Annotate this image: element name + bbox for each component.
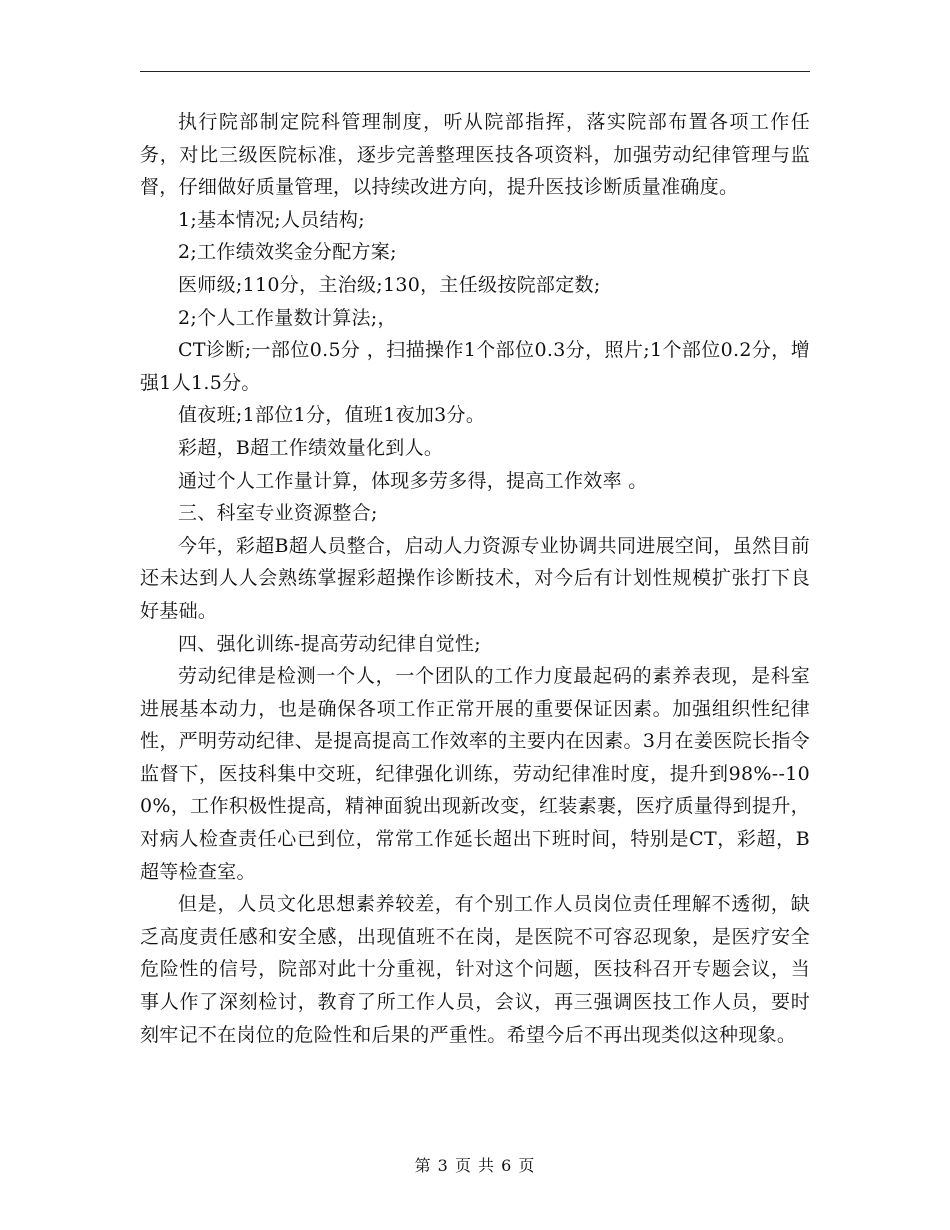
- paragraph: CT诊断;一部位0.5分 ，扫描操作1个部位0.3分，照片;1个部位0.2分，增强1人1.5分。: [140, 339, 810, 394]
- paragraph: 今年，彩超B超人员整合，启动人力资源专业协调共同进展空间，虽然目前还未达到人人会熟练掌握彩超操作诊断技术，对今后有计划性规模扩张打下良好基础。: [140, 534, 810, 622]
- paragraph: 1;基本情况;人员结构;: [178, 208, 365, 231]
- paragraph: 2;个人工作量数计算法;，: [178, 306, 397, 329]
- paragraph: 值夜班;1部位1分，值班1夜加3分。: [178, 404, 486, 427]
- page-number: 第 3 页 共 6 页: [414, 1156, 536, 1175]
- section-heading: 三、科室专业资源整合;: [178, 502, 378, 525]
- paragraph: 执行院部制定院科管理制度，听从院部指挥，落实院部布置各项工作任务，对比三级医院标准，逐步完善整理医技各项资料，加强劳动纪律管理与监督，仔细做好质量管理，以持续改进方向，提升医技诊断质量准确度。: [140, 111, 810, 199]
- section-heading: 四、强化训练-提高劳动纪律自觉性;: [178, 632, 481, 655]
- body-text: [140, 106, 810, 1051]
- header-rule: [140, 71, 810, 72]
- paragraph: 彩超，B超工作绩效量化到人。: [178, 436, 444, 459]
- paragraph: 劳动纪律是检测一个人，一个团队的工作力度最起码的素养表现，是科室进展基本动力，也是确保各项工作正常开展的重要保证因素。加强组织性纪律性，严明劳动纪律、是提高提高工作效率的主要内在因素。3月在姜医院长指令监督下，医技科集中交班，纪律强化训练，劳动纪律准时度，提升到98%--100%，工作积极性提高，精神面貌出现新改变，红装素裹，医疗质量得到提升，对病人检查责任心已到位，常常工作延长超出下班时间，特别是CT，彩超，B超等检查室。: [140, 665, 810, 883]
- paragraph: 但是，人员文化思想素养较差，有个别工作人员岗位责任理解不透彻，缺乏高度责任感和安全感，出现值班不在岗，是医院不可容忍现象，是医疗安全危险性的信号，院部对此十分重视，针对这个问题，医技科召开专题会议，当事人作了深刻检讨，教育了所工作人员，会议，再三强调医技工作人员，要时刻牢记不在岗位的危险性和后果的严重性。希望今后不再出现类似这种现象。: [140, 893, 810, 1046]
- paragraph: 通过个人工作量计算，体现多劳多得，提高工作效率 。: [178, 469, 648, 492]
- paragraph: 医师级;110分，主治级;130，主任级按院部定数;: [178, 273, 601, 296]
- paragraph: 2;工作绩效奖金分配方案;: [178, 241, 397, 264]
